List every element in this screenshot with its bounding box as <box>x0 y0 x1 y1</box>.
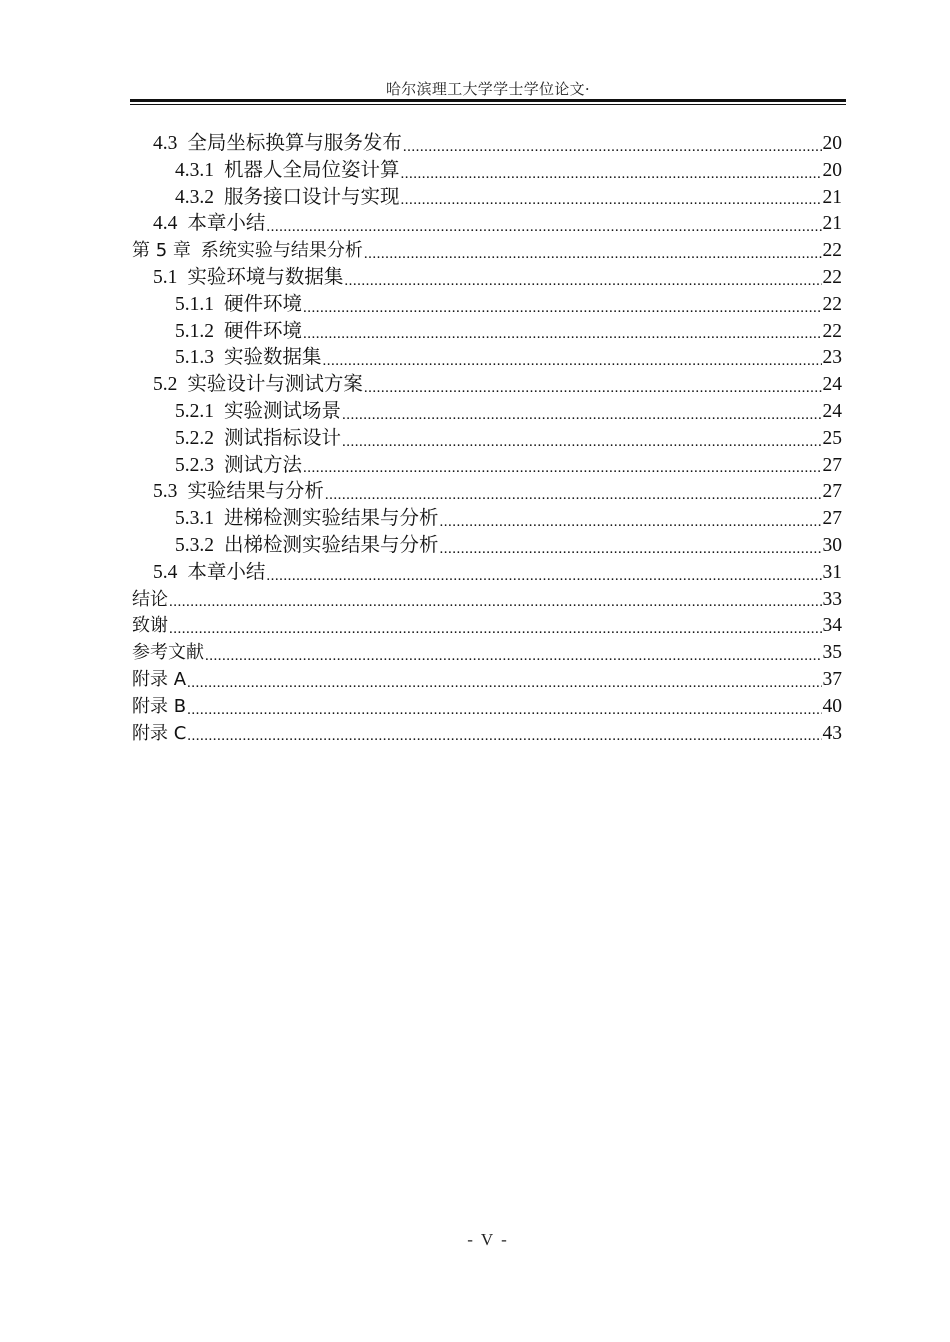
toc-entry[interactable] <box>132 345 842 372</box>
toc-entry[interactable] <box>132 426 842 453</box>
toc-entry-label: 本章小结 <box>187 213 266 235</box>
toc-entry-page: 21 <box>822 186 842 208</box>
toc-dot-leader <box>403 136 822 158</box>
toc-entry[interactable] <box>132 131 842 158</box>
toc-entry[interactable] <box>132 506 842 533</box>
toc-entry-label: 实验数据集 <box>224 347 322 369</box>
toc-dot-leader <box>187 699 821 721</box>
table-of-contents <box>132 131 842 747</box>
toc-entry-number: 5.1 <box>153 266 178 288</box>
toc-entry-page: 43 <box>822 722 842 744</box>
toc-dot-leader <box>401 189 822 211</box>
toc-entry[interactable] <box>132 399 842 426</box>
toc-entry[interactable] <box>132 479 842 506</box>
toc-entry-label: 出梯检测实验结果与分析 <box>224 534 439 556</box>
toc-entry-label: 硬件环境 <box>224 293 303 315</box>
toc-entry[interactable] <box>132 372 842 399</box>
toc-entry[interactable] <box>132 613 842 640</box>
toc-entry-label: 测试方法 <box>224 454 303 476</box>
toc-entry-label: 结论 <box>132 588 168 610</box>
toc-entry[interactable] <box>132 453 842 480</box>
toc-dot-leader <box>440 511 822 533</box>
toc-entry-label: 附录 B <box>132 695 187 717</box>
toc-dot-leader <box>364 377 822 399</box>
toc-dot-leader <box>401 163 822 185</box>
toc-entry[interactable] <box>132 560 842 587</box>
toc-entry-number: 4.3.1 <box>175 159 214 181</box>
toc-entry-label: 附录 A <box>132 668 187 690</box>
toc-entry-label: 本章小结 <box>187 561 266 583</box>
toc-dot-leader <box>344 270 821 292</box>
toc-dot-leader <box>169 618 822 640</box>
toc-dot-leader <box>325 484 822 506</box>
toc-entry-page: 20 <box>822 133 842 154</box>
toc-entry-number: 5.4 <box>153 561 178 583</box>
toc-dot-leader <box>342 404 821 426</box>
toc-entry-page: 22 <box>822 266 842 288</box>
toc-entry[interactable] <box>132 158 842 185</box>
toc-entry-label: 服务接口设计与实现 <box>224 186 400 208</box>
toc-entry-label: 全局坐标换算与服务发布 <box>187 133 402 154</box>
toc-entry-number: 5.1.3 <box>175 347 214 369</box>
toc-entry-page: 22 <box>822 320 842 342</box>
toc-dot-leader <box>303 457 821 479</box>
toc-entry-page: 22 <box>822 240 842 262</box>
toc-entry-page: 30 <box>822 534 842 556</box>
toc-entry[interactable] <box>132 533 842 560</box>
toc-entry[interactable] <box>132 211 842 238</box>
toc-entry-page: 27 <box>822 508 842 530</box>
toc-entry-number: 第 5 章 <box>132 240 191 262</box>
toc-entry-number: 5.3.1 <box>175 508 214 530</box>
toc-entry-number: 5.2.2 <box>175 427 214 449</box>
toc-entry-number: 4.3 <box>153 133 178 154</box>
toc-entry-label: 参考文献 <box>132 642 204 664</box>
toc-entry-page: 21 <box>822 213 842 235</box>
toc-entry-number: 5.3 <box>153 481 178 503</box>
toc-entry-page: 40 <box>822 695 842 717</box>
toc-dot-leader <box>187 672 821 694</box>
toc-entry[interactable] <box>132 667 842 694</box>
toc-dot-leader <box>187 725 821 747</box>
toc-entry[interactable] <box>132 694 842 721</box>
toc-dot-leader <box>205 645 822 667</box>
toc-entry-page: 25 <box>822 427 842 449</box>
toc-entry-label: 系统实验与结果分析 <box>200 240 363 262</box>
toc-entry-number: 5.3.2 <box>175 534 214 556</box>
toc-entry-label: 测试指标设计 <box>224 427 342 449</box>
toc-entry-page: 22 <box>822 293 842 315</box>
toc-entry-label: 机器人全局位姿计算 <box>224 159 400 181</box>
toc-entry[interactable] <box>132 587 842 614</box>
toc-entry-page: 33 <box>822 588 842 610</box>
toc-dot-leader <box>323 350 822 372</box>
toc-entry-label: 硬件环境 <box>224 320 303 342</box>
toc-entry-number: 5.2.1 <box>175 400 214 422</box>
toc-entry[interactable] <box>132 238 842 265</box>
toc-dot-leader <box>364 243 822 265</box>
toc-entry-page: 31 <box>822 561 842 583</box>
toc-entry-page: 24 <box>822 374 842 396</box>
toc-entry[interactable] <box>132 265 842 292</box>
toc-entry-label: 致谢 <box>132 615 168 637</box>
toc-entry[interactable] <box>132 640 842 667</box>
toc-dot-leader <box>266 216 821 238</box>
toc-dot-leader <box>169 591 822 613</box>
toc-entry-page: 23 <box>822 347 842 369</box>
toc-entry-page: 24 <box>822 400 842 422</box>
toc-entry[interactable] <box>132 292 842 319</box>
toc-entry-page: 34 <box>822 615 842 637</box>
toc-entry-number: 5.1.2 <box>175 320 214 342</box>
toc-entry-page: 27 <box>822 481 842 503</box>
page-number: - V - <box>467 1230 509 1249</box>
toc-entry-number: 4.3.2 <box>175 186 214 208</box>
toc-dot-leader <box>266 565 821 587</box>
toc-entry[interactable] <box>132 185 842 212</box>
running-header-title: 哈尔滨理工大学学士学位论文· <box>386 80 590 98</box>
toc-entry[interactable] <box>132 319 842 346</box>
toc-dot-leader <box>342 431 821 453</box>
toc-entry-page: 35 <box>822 642 842 664</box>
toc-entry-page: 27 <box>822 454 842 476</box>
toc-entry-page: 37 <box>822 668 842 690</box>
toc-entry-number: 4.4 <box>153 213 178 235</box>
toc-entry-number: 5.2.3 <box>175 454 214 476</box>
toc-entry-label: 实验环境与数据集 <box>187 266 344 288</box>
toc-dot-leader <box>303 323 821 345</box>
toc-entry-page: 20 <box>822 159 842 181</box>
toc-entry-number: 5.1.1 <box>175 293 214 315</box>
toc-entry-label: 实验设计与测试方案 <box>187 374 363 396</box>
toc-dot-leader <box>440 538 822 560</box>
toc-entry-label: 附录 C <box>132 722 187 744</box>
toc-entry-number: 5.2 <box>153 374 178 396</box>
toc-dot-leader <box>303 297 821 319</box>
toc-entry[interactable] <box>132 721 842 748</box>
toc-entry-label: 实验测试场景 <box>224 400 342 422</box>
toc-entry-label: 实验结果与分析 <box>187 481 324 503</box>
header-rule-thick <box>130 99 846 102</box>
toc-entry-label: 进梯检测实验结果与分析 <box>224 508 439 530</box>
header-rule-thin <box>130 104 846 105</box>
